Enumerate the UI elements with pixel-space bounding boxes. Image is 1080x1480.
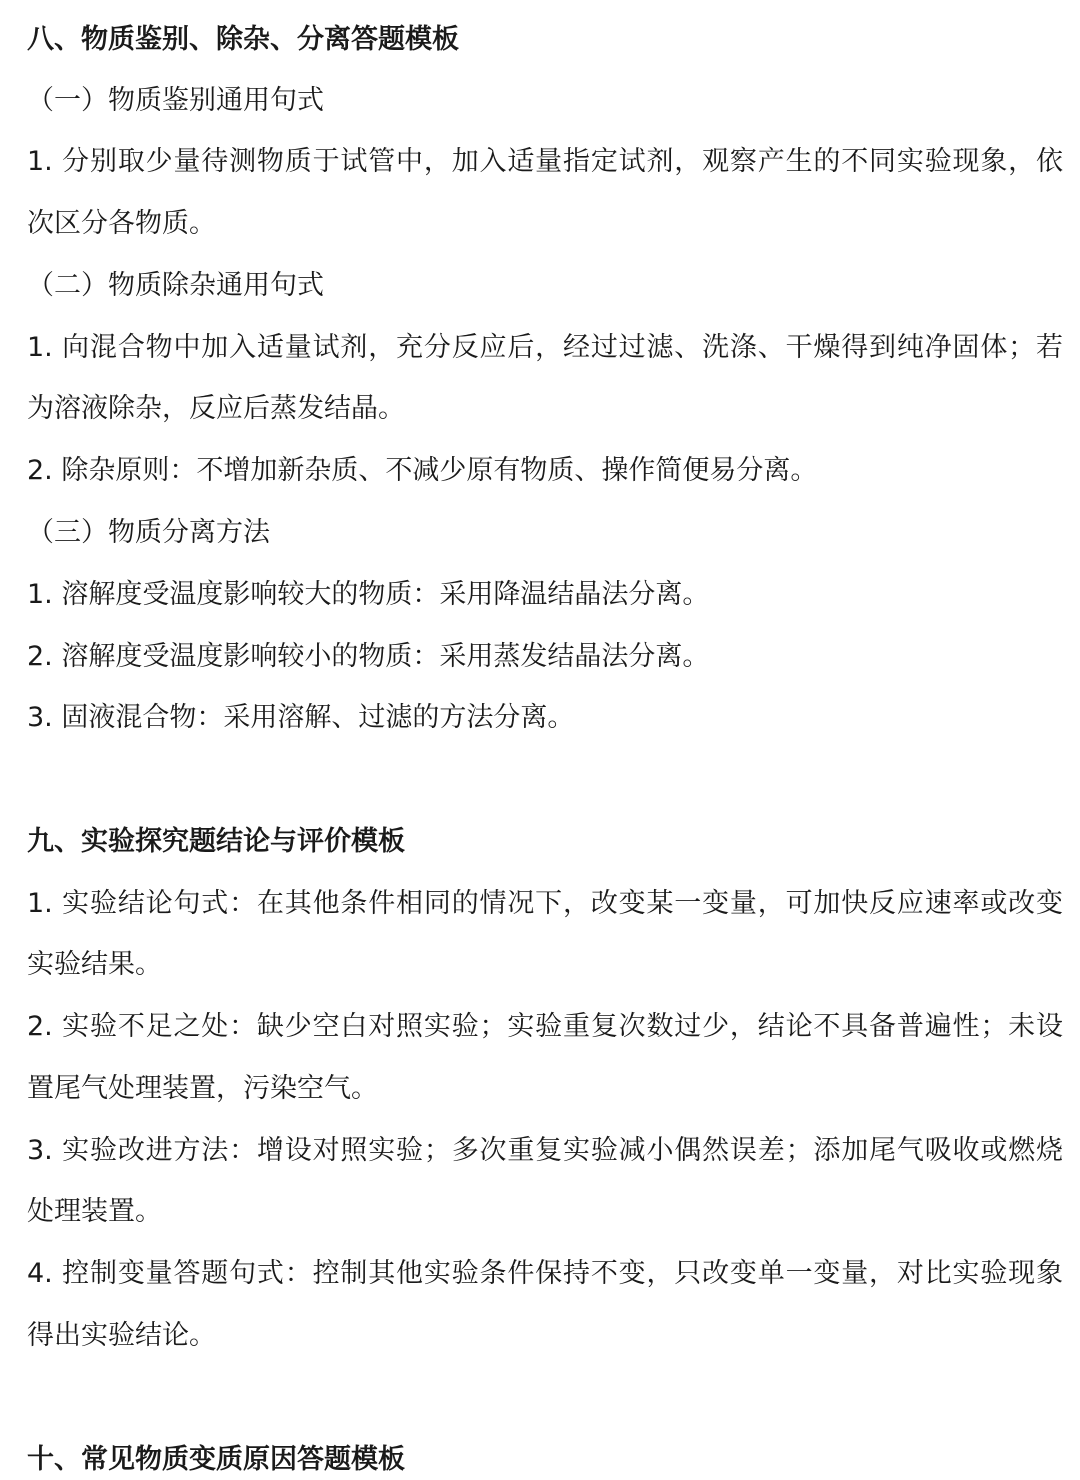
sub1-item-1-line-2: 次区分各物质。 (27, 208, 216, 239)
sub1-item-1-line-1: 1. 分别取少量待测物质于试管中，加入适量指定试剂，观察产生的不同实验现象，依 (27, 146, 1063, 177)
section-10-title: 十、常见物质变质原因答题模板 (27, 1444, 405, 1475)
sub3-item-1: 1. 溶解度受温度影响较大的物质：采用降温结晶法分离。 (27, 579, 710, 610)
sub2-item-1-line-2: 为溶液除杂，反应后蒸发结晶。 (27, 393, 405, 424)
subsection-1-title: （一）物质鉴别通用句式 (27, 85, 324, 116)
s9-item-3-line-2: 处理装置。 (27, 1196, 162, 1227)
section-8-title: 八、物质鉴别、除杂、分离答题模板 (27, 24, 459, 55)
s9-item-2-line-2: 置尾气处理装置，污染空气。 (27, 1073, 378, 1104)
sub3-item-2: 2. 溶解度受温度影响较小的物质：采用蒸发结晶法分离。 (27, 641, 710, 672)
s9-item-1-line-1: 1. 实验结论句式：在其他条件相同的情况下，改变某一变量，可加快反应速率或改变 (27, 888, 1063, 919)
sub2-item-1-line-1: 1. 向混合物中加入适量试剂，充分反应后，经过过滤、洗涤、干燥得到纯净固体；若 (27, 332, 1063, 363)
s9-item-2-line-1: 2. 实验不足之处：缺少空白对照实验；实验重复次数过少，结论不具备普遍性；未设 (27, 1011, 1063, 1042)
s9-item-3-line-1: 3. 实验改进方法：增设对照实验；多次重复实验减小偶然误差；添加尾气吸收或燃烧 (27, 1135, 1063, 1166)
sub3-item-3: 3. 固液混合物：采用溶解、过滤的方法分离。 (27, 702, 575, 733)
s9-item-4-line-2: 得出实验结论。 (27, 1320, 216, 1351)
s9-item-4-line-1: 4. 控制变量答题句式：控制其他实验条件保持不变，只改变单一变量，对比实验现象 (27, 1258, 1063, 1289)
section-9-title: 九、实验探究题结论与评价模板 (27, 826, 405, 857)
s9-item-1-line-2: 实验结果。 (27, 949, 162, 980)
sub2-item-2: 2. 除杂原则：不增加新杂质、不减少原有物质、操作简便易分离。 (27, 455, 818, 486)
subsection-3-title: （三）物质分离方法 (27, 517, 270, 548)
subsection-2-title: （二）物质除杂通用句式 (27, 270, 324, 301)
